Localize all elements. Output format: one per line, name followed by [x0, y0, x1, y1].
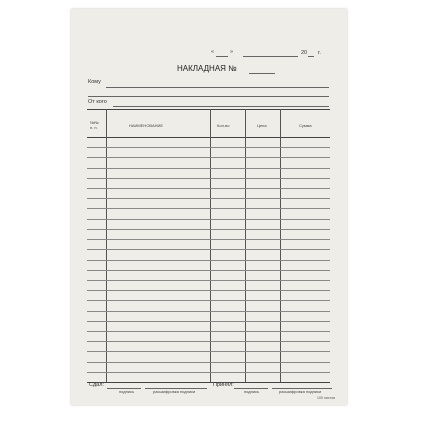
handed-label: Сдал:	[89, 382, 104, 388]
sheets-note: 100 листов	[317, 396, 335, 400]
date-quote-open: «	[211, 49, 215, 55]
table-row	[87, 270, 330, 271]
date-month-line	[243, 56, 298, 57]
table-body	[87, 137, 330, 382]
table-row	[87, 341, 330, 342]
col-header-sum: Сумма	[299, 123, 312, 128]
table-row	[87, 280, 330, 281]
col-header-number-2: п. п.	[90, 125, 98, 130]
date-year-suffix: г.	[318, 50, 321, 56]
date-quote-close: »	[230, 49, 234, 55]
from-label: От кого	[88, 99, 107, 105]
table-row	[87, 331, 330, 332]
received-label: Принял:	[213, 382, 234, 388]
received-signature-caption: подпись	[244, 389, 260, 394]
date-year-prefix: 20	[301, 50, 308, 56]
invoice-number-line	[249, 73, 275, 74]
table-row	[87, 372, 330, 373]
table-row	[87, 239, 330, 240]
table-row	[87, 157, 330, 158]
handed-decode-caption: расшифровка подписи	[153, 389, 196, 394]
date-year-line	[308, 56, 314, 57]
table-row	[87, 168, 330, 169]
table-row	[87, 229, 330, 230]
table-row	[87, 382, 330, 383]
table-row	[87, 147, 330, 148]
from-field-line	[113, 106, 329, 107]
col-header-qty: Кол-во	[217, 123, 230, 128]
table-top-border	[87, 109, 330, 110]
to-label: Кому	[88, 79, 101, 85]
table-row	[87, 311, 330, 312]
date-day-line	[216, 56, 228, 57]
goods-table	[87, 109, 330, 382]
table-row	[87, 198, 330, 199]
table-row	[87, 290, 330, 291]
table-row	[87, 351, 330, 352]
table-row	[87, 300, 330, 301]
table-row	[87, 321, 330, 322]
table-row	[87, 208, 330, 209]
to-field-line-2	[88, 96, 329, 97]
col-header-name: НАИМЕНОВАНИЕ	[129, 123, 164, 128]
handed-signature-caption: подпись	[119, 389, 135, 394]
table-row	[87, 249, 330, 250]
col-header-number-1: №№	[90, 120, 99, 125]
table-row	[87, 260, 330, 261]
table-row	[87, 188, 330, 189]
form-title: НАКЛАДНАЯ №	[177, 64, 237, 73]
table-row	[87, 178, 330, 179]
invoice-form-sheet	[71, 9, 347, 405]
received-decode-caption: расшифровка подписи	[279, 389, 322, 394]
table-row	[87, 362, 330, 363]
to-field-line	[106, 87, 329, 88]
col-header-price: Цена	[257, 123, 267, 128]
table-row	[87, 219, 330, 220]
